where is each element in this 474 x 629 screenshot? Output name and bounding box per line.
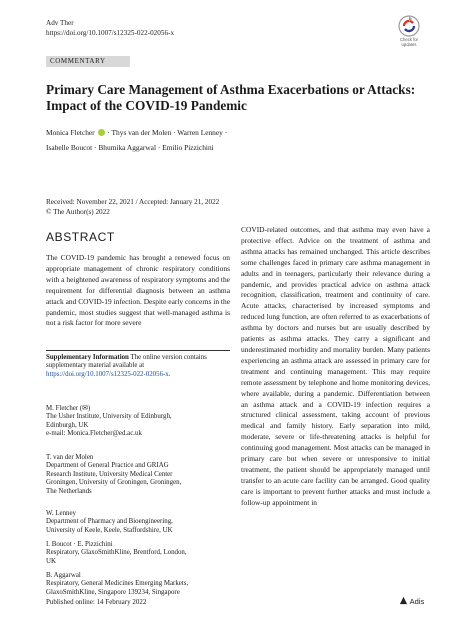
- affiliation-author: B. Aggarwal: [46, 572, 81, 579]
- check-for-updates-label: Check for updates: [400, 37, 418, 47]
- journal-doi-link[interactable]: https://doi.org/10.1007/s12325-022-02056-x: [46, 28, 175, 37]
- affiliation-line: Respiratory, GlaxoSmithKline, Brentford, London,: [46, 549, 187, 557]
- affiliation-author: W. Lenney: [46, 510, 76, 517]
- abstract-heading: ABSTRACT: [46, 230, 115, 244]
- affiliation-line: Edinburgh, UK: [46, 421, 89, 429]
- affiliation-author: I. Boucot · E. Pizzichini: [46, 541, 113, 548]
- affiliation-line: Department of Pharmacy and Bioengineering,: [46, 518, 173, 526]
- affiliation-block: [46, 405, 230, 439]
- copyright-line: © The Author(s) 2022: [46, 207, 110, 216]
- journal-name: Adv Ther: [46, 19, 74, 27]
- affiliation-block: [46, 541, 230, 566]
- received-accepted-dates: Received: November 22, 2021 / Accepted: January 21, 2022: [46, 198, 220, 206]
- authors-line-1-rest: · Thys van der Molen · Warren Lenney ·: [107, 128, 228, 137]
- affiliation-line: The Usher Institute, University of Edinburgh,: [46, 413, 172, 421]
- affiliation-line: GlaxoSmithKline, Singapore 139234, Singapore: [46, 588, 180, 596]
- publisher-logo: [399, 596, 424, 606]
- authors-line-2: Isabelle Boucot · Bhumika Aggarwal · Emilio Pizzichini: [46, 143, 214, 152]
- adis-triangle-icon: [399, 596, 408, 605]
- footnote-divider: [46, 350, 230, 351]
- affiliation-line: The Netherlands: [46, 487, 92, 495]
- affiliation-author: T. van der Molen: [46, 454, 94, 461]
- orcid-icon[interactable]: [98, 129, 105, 136]
- published-online-date: Published online: 14 February 2022: [46, 598, 147, 606]
- affiliation-block: [46, 454, 230, 496]
- author-list: [46, 125, 436, 155]
- affiliation-block: [46, 572, 230, 597]
- abstract-body: The COVID-19 pandemic has brought a renewed focus on appropriate management of chronic respiratory conditions with a heightened awareness of respiratory symptoms and the requirement for differential diagnosis between an asthma attack and COVID-19 infection. Despite early concerns in the pandemic, most studies suggest that well-managed asthma is not a risk factor for more severe: [46, 253, 231, 328]
- supplementary-label: Supplementary Information: [46, 354, 129, 361]
- journal-header: [46, 19, 174, 38]
- affiliation-line: Respiratory, General Medicines Emerging Markets,: [46, 580, 189, 588]
- check-for-updates-badge[interactable]: [394, 14, 424, 48]
- affiliation-line: Department of General Practice and GRIAG: [46, 462, 169, 470]
- publisher-name: Adis: [409, 597, 425, 606]
- article-type-tag: COMMENTARY: [46, 56, 130, 67]
- affiliation-line: University of Keele, Keele, Staffordshire, UK: [46, 526, 173, 534]
- supplementary-information: [46, 354, 230, 379]
- abstract-body-continued: COVID-related outcomes, and that asthma may even have a protective effect. Advice on the treatment of asthma and asthma attacks has remained unchanged. This article describes some challenges faced in primary care asthma management in adults and in teenagers, particularly their relevance during a pandemic, and provides practical advice on asthma attack recognition, classification, treatment and continuity of care. Acute attacks, characterised by increased symptoms and reduced lung function, are often referred to as exacerbations of asthma by doctors and nurses but are usually described by patients as asthma attacks. They carry a significant and underestimated morbidity and mortality burden. Many patients experiencing an asthma attack are assessed in primary care for treatment and continuing management. This may require remote assessment by telephone and home monitoring devices, where available, during a pandemic. Differentiation between an asthma attack and a COVID-19 infection requires a structured clinical assessment, taking account of previous medical and family history. Early separation into mild, moderate, severe or life-threatening attacks is helpful for continuing good management. Most attacks can be managed in primary care but when severe or unresponsive to initial treatment, the patient should be appropriately managed until transfer to an acute care facility can be arranged. Good quality care is important to prevent further attacks and must include a follow-up appointment in: [241, 225, 430, 507]
- affiliation-block: [46, 510, 230, 535]
- affiliation-line: e-mail: Monica.Fletcher@ed.ac.uk: [46, 430, 142, 438]
- article-title: Primary Care Management of Asthma Exacerbations or Attacks: Impact of the COVID-19 Pandemic: [46, 82, 416, 113]
- affiliation-author: M. Fletcher (✉): [46, 405, 91, 412]
- supplementary-text: The online version contains supplementary material available at: [46, 354, 207, 370]
- author-primary[interactable]: Monica Fletcher: [46, 128, 95, 137]
- affiliation-line: Research Institute, University Medical Center: [46, 470, 173, 478]
- supplementary-link[interactable]: https://doi.org/10.1007/s12325-022-02056-x.: [46, 370, 171, 378]
- article-dates: [46, 198, 219, 217]
- affiliation-line: Groningen, University of Groningen, Groningen,: [46, 479, 182, 487]
- affiliation-line: UK: [46, 557, 56, 565]
